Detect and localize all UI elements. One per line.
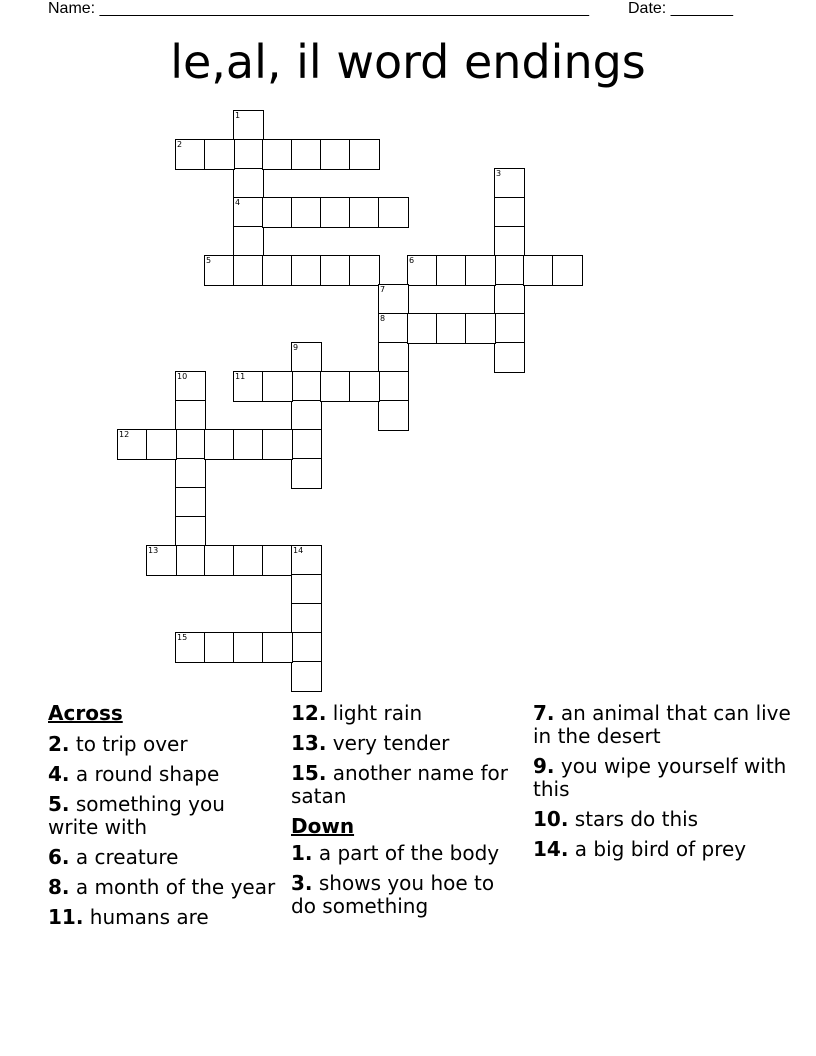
crossword-cell[interactable] xyxy=(204,632,235,663)
crossword-cell[interactable] xyxy=(291,458,322,489)
date-field-label: Date: _______ xyxy=(628,0,733,17)
crossword-cell[interactable] xyxy=(523,255,554,286)
name-field-label: Name: _______________________________________________________ xyxy=(48,0,589,17)
crossword-cell[interactable] xyxy=(349,139,380,170)
clue-across-5: 5. something you write with xyxy=(48,792,225,839)
crossword-cell[interactable] xyxy=(175,487,206,518)
crossword-cell[interactable] xyxy=(320,371,351,402)
clue-number: 3 xyxy=(496,169,502,178)
clue-across-8: 8. a month of the year xyxy=(48,875,276,899)
down-heading: Down xyxy=(291,814,355,838)
crossword-cell[interactable] xyxy=(494,226,525,257)
crossword-cell[interactable] xyxy=(175,545,206,576)
clue-across-15: 15. another name for satan xyxy=(291,761,508,808)
crossword-cell[interactable] xyxy=(291,545,322,576)
crossword-cell[interactable] xyxy=(378,371,409,402)
crossword-cell[interactable] xyxy=(291,661,322,692)
crossword-cell[interactable] xyxy=(146,545,177,576)
crossword-cell[interactable] xyxy=(436,255,467,286)
crossword-cell[interactable] xyxy=(494,342,525,373)
clue-down-7: 7. an animal that can live in the desert xyxy=(533,701,791,748)
crossword-cell[interactable] xyxy=(291,255,322,286)
crossword-cell[interactable] xyxy=(378,284,409,315)
crossword-cell[interactable] xyxy=(320,255,351,286)
crossword-cell[interactable] xyxy=(378,400,409,431)
crossword-cell[interactable] xyxy=(204,255,235,286)
crossword-cell[interactable] xyxy=(494,313,525,344)
crossword-cell[interactable] xyxy=(494,255,525,286)
clue-down-10: 10. stars do this xyxy=(533,807,699,831)
clue-across-11: 11. humans are xyxy=(48,905,209,929)
clue-down-3: 3. shows you hoe to do something xyxy=(291,871,495,918)
crossword-cell[interactable] xyxy=(320,197,351,228)
crossword-cell[interactable] xyxy=(407,255,438,286)
clue-number: 4 xyxy=(235,198,241,207)
crossword-cell[interactable] xyxy=(291,632,322,663)
crossword-cell[interactable] xyxy=(233,371,264,402)
crossword-cell[interactable] xyxy=(233,197,264,228)
crossword-cell[interactable] xyxy=(349,197,380,228)
crossword-cell[interactable] xyxy=(204,429,235,460)
crossword-cell[interactable] xyxy=(262,545,293,576)
crossword-cell[interactable] xyxy=(233,429,264,460)
crossword-cell[interactable] xyxy=(262,632,293,663)
crossword-cell[interactable] xyxy=(494,168,525,199)
crossword-cell[interactable] xyxy=(117,429,148,460)
clue-number: 7 xyxy=(380,285,386,294)
clue-number: 6 xyxy=(409,256,415,265)
crossword-cell[interactable] xyxy=(291,400,322,431)
crossword-cell[interactable] xyxy=(291,603,322,634)
crossword-cell[interactable] xyxy=(320,139,351,170)
clue-number: 5 xyxy=(206,256,212,265)
clue-down-9: 9. you wipe yourself with this xyxy=(533,754,787,801)
crossword-cell[interactable] xyxy=(262,197,293,228)
crossword-cell[interactable] xyxy=(233,139,264,170)
clue-across-4: 4. a round shape xyxy=(48,762,220,786)
clue-number: 11 xyxy=(235,372,246,381)
crossword-cell[interactable] xyxy=(262,255,293,286)
clue-number: 9 xyxy=(293,343,299,352)
crossword-cell[interactable] xyxy=(291,574,322,605)
clue-number: 15 xyxy=(177,633,188,642)
crossword-cell[interactable] xyxy=(175,429,206,460)
crossword-cell[interactable] xyxy=(233,168,264,199)
crossword-cell[interactable] xyxy=(204,139,235,170)
crossword-cell[interactable] xyxy=(233,110,264,141)
crossword-cell[interactable] xyxy=(233,545,264,576)
clue-number: 13 xyxy=(148,546,159,555)
crossword-cell[interactable] xyxy=(262,139,293,170)
crossword-cell[interactable] xyxy=(378,313,409,344)
clue-number: 1 xyxy=(235,111,241,120)
crossword-cell[interactable] xyxy=(291,371,322,402)
crossword-cell[interactable] xyxy=(291,139,322,170)
crossword-cell[interactable] xyxy=(291,197,322,228)
crossword-cell[interactable] xyxy=(175,139,206,170)
crossword-cell[interactable] xyxy=(204,545,235,576)
crossword-cell[interactable] xyxy=(407,313,438,344)
clue-number: 8 xyxy=(380,314,386,323)
crossword-cell[interactable] xyxy=(262,371,293,402)
clue-across-13: 13. very tender xyxy=(291,731,450,755)
across-heading: Across xyxy=(48,701,123,725)
clue-across-6: 6. a creature xyxy=(48,845,179,869)
clue-across-12: 12. light rain xyxy=(291,701,423,725)
crossword-cell[interactable] xyxy=(552,255,583,286)
page-title: le,al, il word endings xyxy=(170,35,646,89)
crossword-cell[interactable] xyxy=(175,516,206,547)
crossword-cell[interactable] xyxy=(233,226,264,257)
crossword-cell[interactable] xyxy=(378,197,409,228)
clue-number: 14 xyxy=(293,546,304,555)
crossword-cell[interactable] xyxy=(175,371,206,402)
clues-column-2 xyxy=(291,702,516,925)
crossword-cell[interactable] xyxy=(175,400,206,431)
crossword-cell[interactable] xyxy=(175,632,206,663)
clues-column-3 xyxy=(533,702,793,868)
crossword-cell[interactable] xyxy=(378,342,409,373)
clue-down-14: 14. a big bird of prey xyxy=(533,837,747,861)
clue-number: 10 xyxy=(177,372,188,381)
clue-across-2: 2. to trip over xyxy=(48,732,188,756)
crossword-cell[interactable] xyxy=(146,429,177,460)
crossword-cell[interactable] xyxy=(175,458,206,489)
clues-column-1 xyxy=(48,702,278,936)
crossword-cell[interactable] xyxy=(233,255,264,286)
crossword-cell[interactable] xyxy=(262,429,293,460)
crossword-cell[interactable] xyxy=(291,342,322,373)
crossword-cell[interactable] xyxy=(233,632,264,663)
crossword-cell[interactable] xyxy=(436,313,467,344)
clue-down-1: 1. a part of the body xyxy=(291,841,500,865)
crossword-cell[interactable] xyxy=(291,429,322,460)
clue-number: 12 xyxy=(119,430,130,439)
crossword-cell[interactable] xyxy=(465,255,496,286)
clue-number: 2 xyxy=(177,140,183,149)
crossword-cell[interactable] xyxy=(465,313,496,344)
crossword-cell[interactable] xyxy=(494,197,525,228)
crossword-cell[interactable] xyxy=(494,284,525,315)
crossword-cell[interactable] xyxy=(349,371,380,402)
crossword-cell[interactable] xyxy=(349,255,380,286)
